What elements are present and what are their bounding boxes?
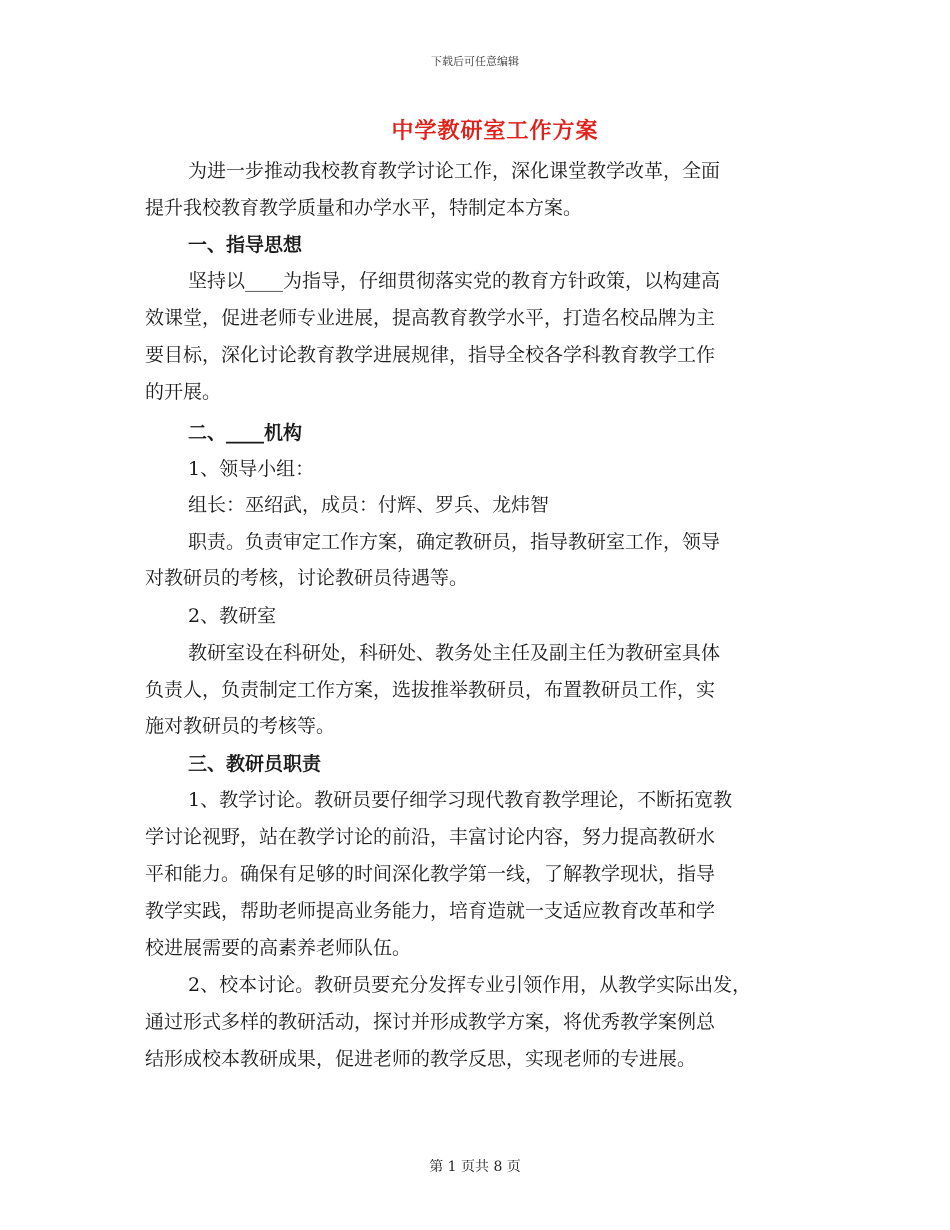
body-line: 学讨论视野，站在教学讨论的前沿，丰富讨论内容，努力提高教研水 (145, 826, 716, 848)
body-line: 结形成校本教研成果，促进老师的教学反思，实现老师的专进展。 (145, 1048, 697, 1070)
body-line: 校进展需要的高素养老师队伍。 (145, 937, 412, 959)
body-line: 为进一步推动我校教育教学讨论工作，深化课堂教学改革，全面 (188, 160, 721, 182)
body-line: 负责人，负责制定工作方案，选拔推举教研员，布置教研员工作，实 (145, 679, 716, 701)
header-note: 下载后可任意编辑 (431, 55, 519, 68)
body-line: 要目标，深化讨论教育教学进展规律，指导全校各学科教育教学工作 (145, 344, 716, 366)
body-line: 通过形式多样的教研活动，探讨并形成教学方案，将优秀教学案例总 (145, 1011, 716, 1033)
body-line: 的开展。 (145, 381, 222, 403)
body-line: 组长：巫绍武，成员：付辉、罗兵、龙炜智 (188, 494, 550, 516)
document-title: 中学教研室工作方案 (391, 118, 599, 144)
page-number: 第 1 页共 8 页 (429, 1159, 521, 1175)
body-line: 平和能力。确保有足够的时间深化教学第一线，了解教学现状，指导 (145, 863, 716, 885)
body-line: 坚持以____为指导，仔细贯彻落实党的教育方针政策，以构建高 (188, 270, 721, 292)
body-line: 效课堂，促进老师专业进展，提高教育教学水平，打造名校品牌为主 (145, 307, 716, 329)
section-heading: 三、教研员职责 (188, 753, 322, 775)
body-line: 1、领导小组： (188, 458, 315, 480)
body-line: 职责。负责审定工作方案，确定教研员，指导教研室工作，领导 (188, 531, 721, 553)
body-line: 教研室设在科研处，科研处、教务处主任及副主任为教研室具体 (188, 642, 721, 664)
section-heading: 一、指导思想 (188, 234, 303, 256)
body-line: 对教研员的考核，讨论教研员待遇等。 (145, 567, 469, 589)
section-heading: 二、____机构 (188, 422, 303, 444)
body-line: 施对教研员的考核等。 (145, 715, 336, 737)
body-line: 2、教研室 (188, 605, 277, 627)
body-line: 提升我校教育教学质量和办学水平，特制定本方案。 (145, 197, 583, 219)
body-line: 1、教学讨论。教研员要仔细学习现代教育教学理论，不断拓宽教 (188, 789, 733, 811)
body-line: 教学实践，帮助老师提高业务能力，培育造就一支适应教育改革和学 (145, 900, 716, 922)
body-line: 2、校本讨论。教研员要充分发挥专业引领作用，从教学实际出发， (188, 974, 752, 996)
